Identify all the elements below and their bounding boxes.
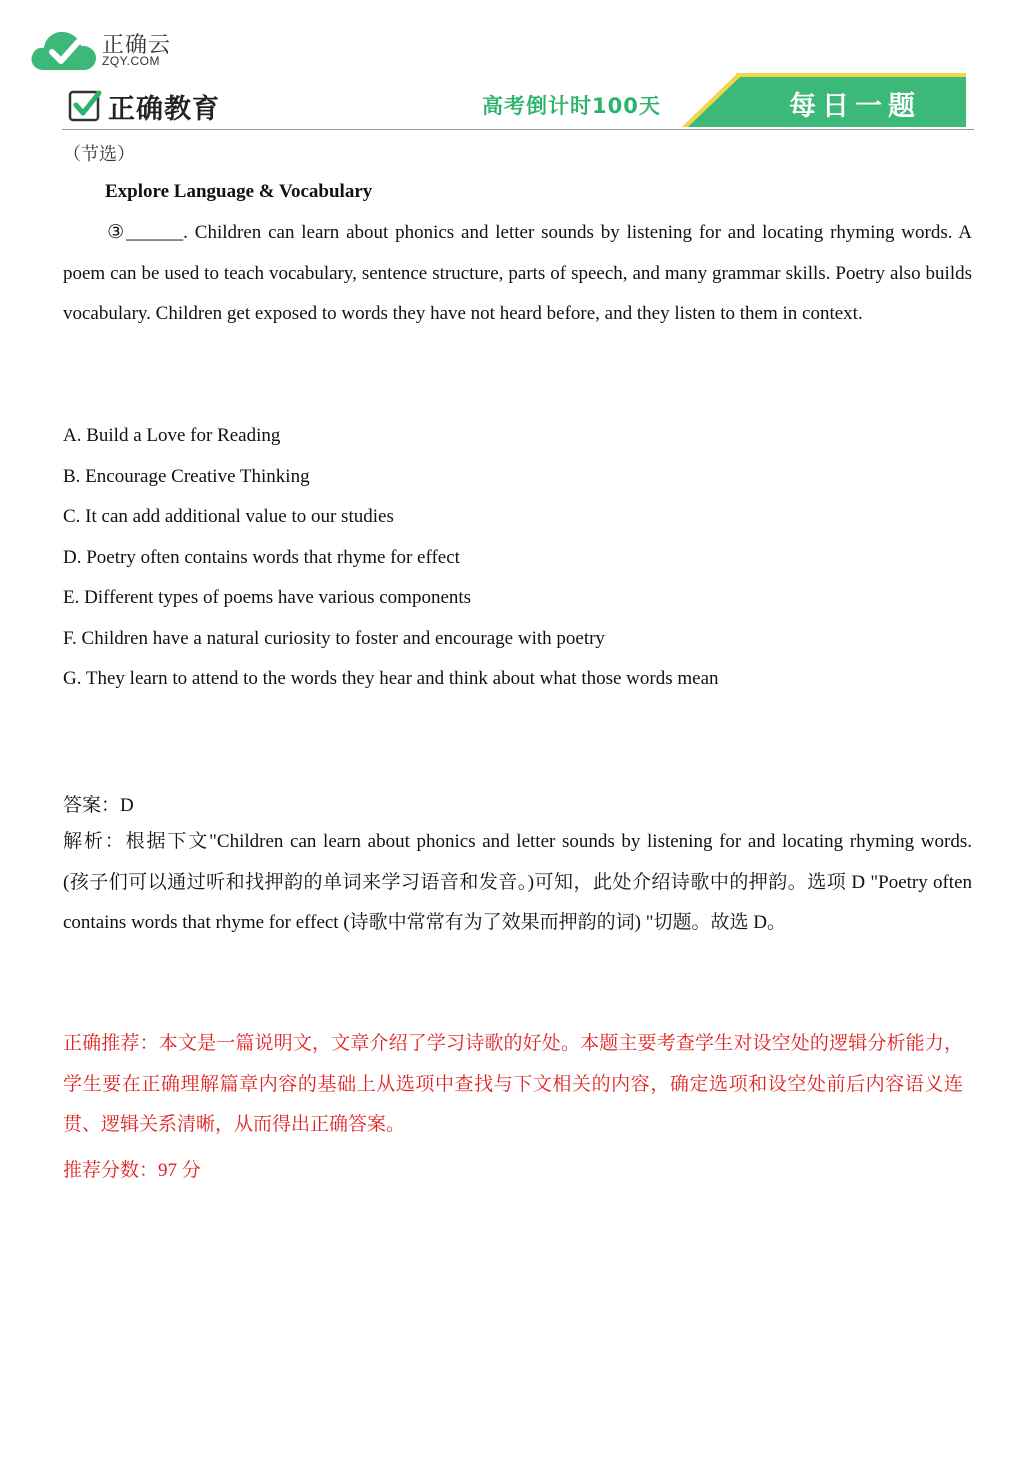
header-divider — [62, 129, 974, 130]
logo-cn-text: 正确云 — [102, 33, 172, 58]
blank-marker: ③______. — [105, 222, 188, 243]
option-a: A. Build a Love for Reading — [63, 425, 281, 446]
paragraph-text: Children can learn about phonics and letter sounds by listening for and locating rhyming words. A poem can be used to teach vocabulary, sentence structure, parts of speech, and many grammar skills. Poetry also builds vocabulary. Children get exposed to words they have not heard before, and they listen to them in context. — [63, 222, 972, 325]
option-e: E. Different types of poems have various components — [63, 587, 472, 608]
brand-header — [68, 86, 220, 126]
option-d: D. Poetry often contains words that rhyme for effect — [63, 547, 460, 568]
logo-en-text: ZQY.COM — [102, 54, 160, 68]
zqy-logo — [30, 22, 210, 74]
analysis-text: 解析：根据下文"Children can learn about phonics and letter sounds by listening for and locating rhyming words. (孩子们可以通过听和找押韵的单词来学习语音和发音。)可知，此处介绍诗歌中的押韵。选项 D "Poetry often contains words that rhyme for effect (诗歌中常常有为了效果而押韵的词) "切题。故选 D。 — [63, 831, 992, 934]
brand-name: 正确教育 — [108, 93, 220, 125]
passage-paragraph — [63, 213, 972, 335]
check-square-icon — [68, 89, 102, 123]
section-title: Explore Language & Vocabulary — [105, 181, 373, 202]
option-b: B. Encourage Creative Thinking — [63, 466, 310, 487]
option-c: C. It can add additional value to our studies — [63, 506, 394, 527]
option-f: F. Children have a natural curiosity to foster and encourage with poetry — [63, 628, 605, 649]
countdown-text: 高考倒计时100天 — [482, 94, 661, 118]
excerpt-note: （节选） — [63, 144, 135, 165]
cloud-check-logo-icon — [30, 28, 98, 72]
banner-text: 每日一题 — [789, 91, 921, 122]
recommendation-text: 正确推荐：本文是一篇说明文，文章介绍了学习诗歌的好处。本题主要考查学生对设空处的逻辑分析能力，学生要在正确理解篇章内容的基础上从选项中查找与下文相关的内容，确定选项和设空处前后内容语义连贯、逻辑关系清晰，从而得出正确答案。 — [63, 1033, 963, 1136]
recommendation-score: 推荐分数：97 分 — [63, 1160, 201, 1181]
answer-line: 答案：D — [63, 795, 134, 816]
option-g: G. They learn to attend to the words they hear and think about what those words mean — [63, 668, 719, 689]
